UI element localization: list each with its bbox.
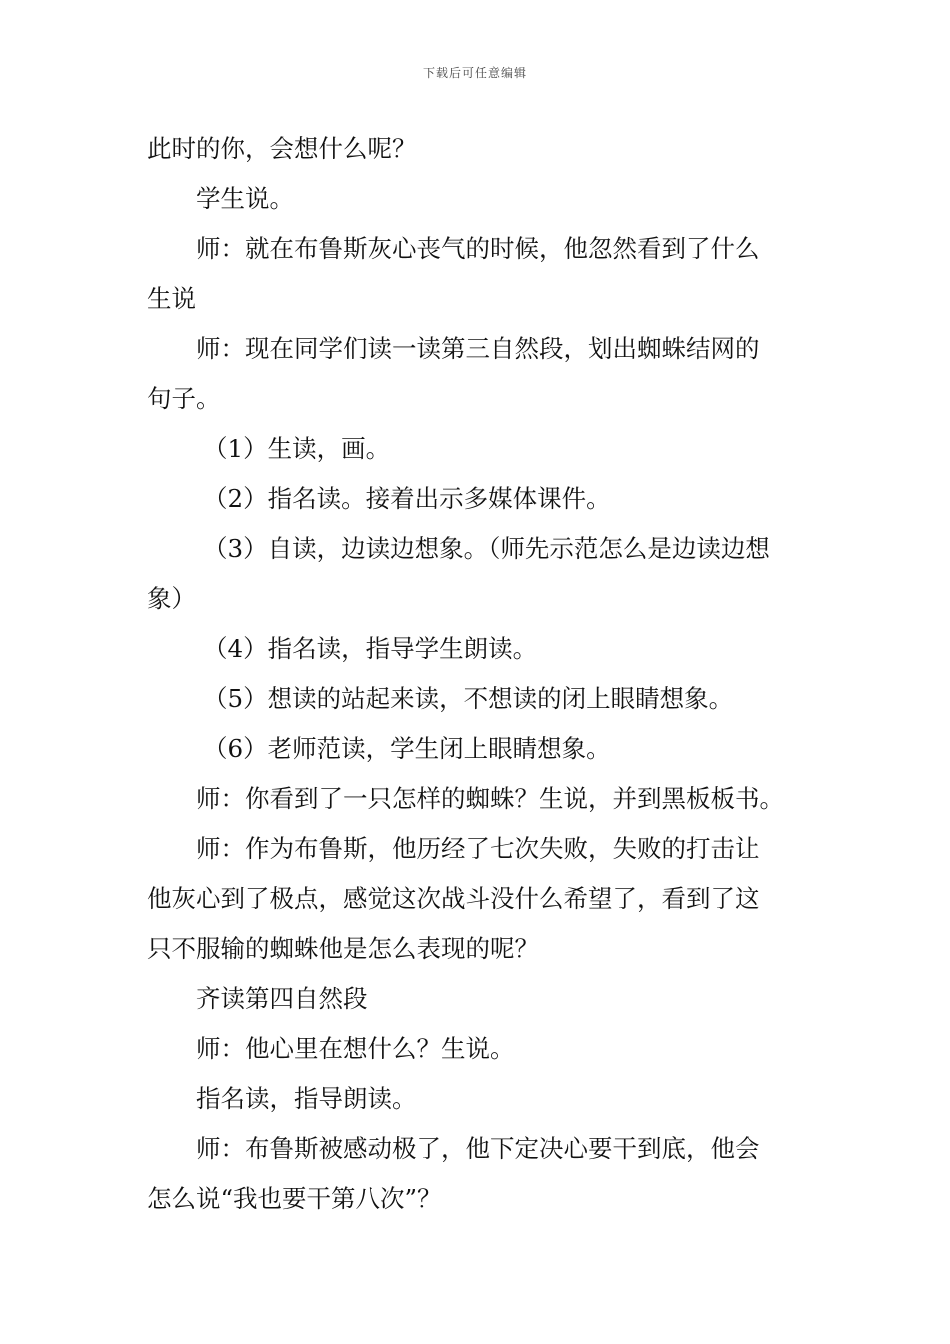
paragraph-line: 指名读，指导朗读。 [196,1084,417,1113]
paragraph-line: 师：他心里在想什么？生说。 [196,1034,515,1063]
paragraph-line: 只不服输的蜘蛛他是怎么表现的呢？ [147,934,539,963]
paragraph-line: 师：作为布鲁斯，他历经了七次失败，失败的打击让 [196,834,760,863]
list-item: （5）想读的站起来读，不想读的闭上眼睛想象。 [203,684,734,713]
paragraph-line: 此时的你，会想什么呢？ [147,134,417,163]
paragraph-line: 学生说。 [196,184,294,213]
list-item: （4）指名读，指导学生朗读。 [203,634,538,663]
paragraph-line: 师：你看到了一只怎样的蜘蛛？生说，并到黑板板书。 [196,784,784,813]
paragraph-line: 他灰心到了极点，感觉这次战斗没什么希望了，看到了这 [147,884,760,913]
page-header: 下载后可任意编辑 [422,66,527,80]
paragraph-line: 生说 [147,284,196,313]
list-item: （6）老师范读，学生闭上眼睛想象。 [203,734,611,763]
paragraph-line: 齐读第四自然段 [196,984,368,1013]
paragraph-line: 师：就在布鲁斯灰心丧气的时候，他忽然看到了什么 [196,234,760,263]
list-item: （1）生读，画。 [203,434,391,463]
document-body [147,124,807,1224]
paragraph-line: 师：现在同学们读一读第三自然段，划出蜘蛛结网的 [196,334,760,363]
paragraph-line: 象） [147,584,196,613]
paragraph-line: 怎么说“我也要干第八次”？ [147,1184,442,1213]
list-item: （2）指名读。接着出示多媒体课件。 [203,484,611,513]
paragraph-line: 师：布鲁斯被感动极了，他下定决心要干到底，他会 [196,1134,760,1163]
list-item: （3）自读，边读边想象。（师先示范怎么是边读边想 [203,534,770,563]
paragraph-line: 句子。 [147,384,221,413]
